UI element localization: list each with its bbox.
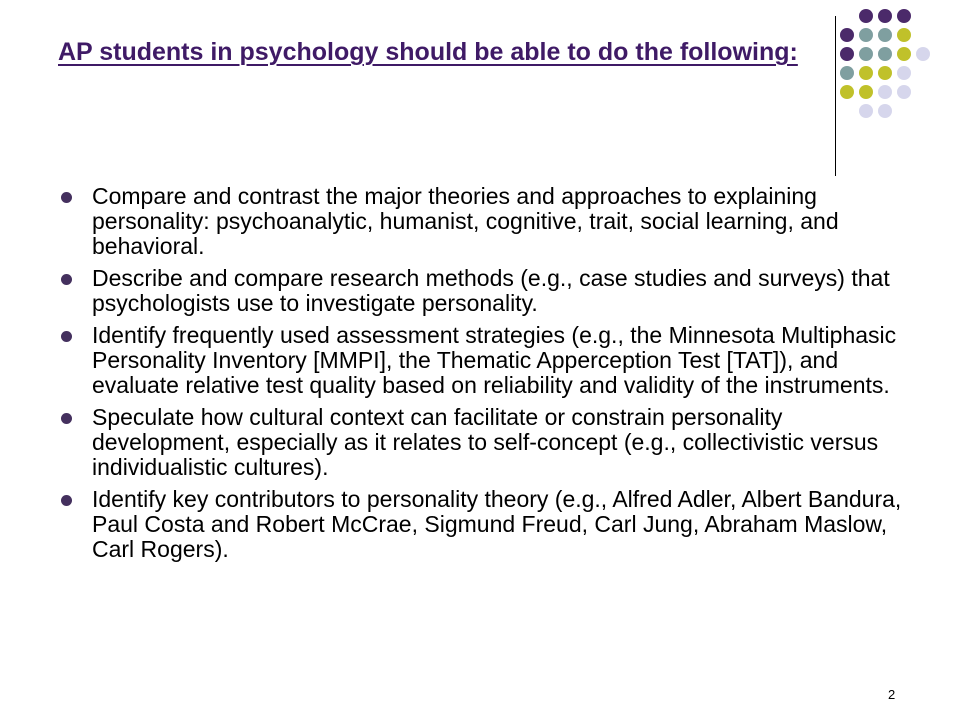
decorative-dot xyxy=(878,66,892,80)
decorative-dot-grid xyxy=(0,0,960,180)
decorative-dot xyxy=(859,9,873,23)
decorative-dot xyxy=(897,9,911,23)
decorative-dot xyxy=(897,47,911,61)
bullet-dot-icon xyxy=(61,495,72,506)
bullet-dot-icon xyxy=(61,331,72,342)
list-item xyxy=(61,405,921,480)
list-item-text: Speculate how cultural context can facilitate or constrain personality development, especially as it relates to self-concept (e.g., collectivistic versus individualistic cultures). xyxy=(92,404,879,480)
list-item-text: Compare and contrast the major theories and approaches to explaining personality: psychoanalytic, humanist, cognitive, trait, social learning, and behavioral. xyxy=(92,183,839,259)
decorative-dot xyxy=(897,28,911,42)
objectives-list xyxy=(61,184,921,569)
decorative-dot xyxy=(859,47,873,61)
slide-title: AP students in psychology should be able to do the following: xyxy=(58,38,798,66)
decorative-dot xyxy=(878,85,892,99)
decorative-dot xyxy=(878,28,892,42)
bullet-dot-icon xyxy=(61,274,72,285)
decorative-dot xyxy=(859,66,873,80)
list-item xyxy=(61,184,921,259)
bullet-dot-icon xyxy=(61,192,72,203)
bullet-dot-icon xyxy=(61,413,72,424)
decorative-dot xyxy=(878,47,892,61)
list-item xyxy=(61,323,921,398)
list-item-text: Identify frequently used assessment strategies (e.g., the Minnesota Multiphasic Personality Inventory [MMPI], the Thematic Apperception Test [TAT]), and evaluate relative test quality based on reliability and validity of the instruments. xyxy=(92,322,897,398)
decorative-dot xyxy=(859,28,873,42)
list-item-text: Identify key contributors to personality theory (e.g., Alfred Adler, Albert Bandura, Paul Costa and Robert McCrae, Sigmund Freud, Carl Jung, Abraham Maslow, Carl Rogers). xyxy=(92,486,902,562)
page-number: 2 xyxy=(888,687,896,702)
decorative-dot xyxy=(840,28,854,42)
list-item xyxy=(61,487,921,562)
decorative-dot xyxy=(897,85,911,99)
list-item-text: Describe and compare research methods (e.g., case studies and surveys) that psychologists use to investigate personality. xyxy=(92,265,890,316)
list-item xyxy=(61,266,921,316)
decorative-dot xyxy=(878,9,892,23)
decorative-dot xyxy=(859,104,873,118)
decorative-dot xyxy=(878,104,892,118)
decorative-dot xyxy=(916,47,930,61)
decorative-dot xyxy=(859,85,873,99)
decorative-dot xyxy=(840,85,854,99)
decorative-dot xyxy=(840,47,854,61)
decorative-dot xyxy=(840,66,854,80)
decorative-dot xyxy=(897,66,911,80)
